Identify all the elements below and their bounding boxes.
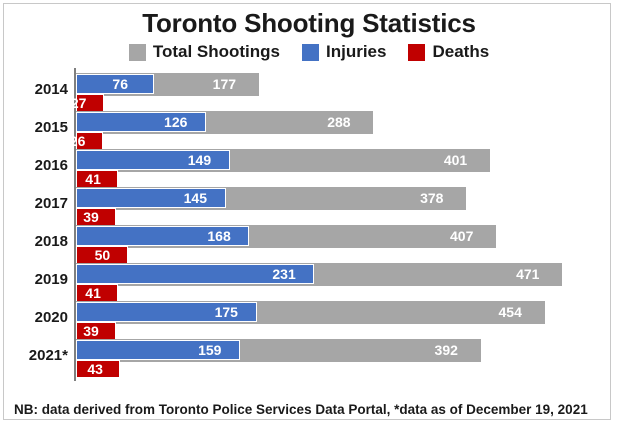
chart-group — [10, 148, 608, 186]
bar-value-injuries: 159 — [198, 342, 222, 358]
bar-value-total: 378 — [420, 190, 444, 206]
bar-value-total: 288 — [327, 114, 351, 130]
bar-value-injuries: 76 — [112, 76, 128, 92]
chart-footnote: NB: data derived from Toronto Police Services Data Portal, *data as of December 19, 2021 — [14, 402, 588, 417]
category-label: 2014 — [34, 81, 68, 98]
bar-value-deaths: 27 — [70, 95, 87, 111]
bar-value-injuries: 145 — [183, 190, 207, 206]
chart-group — [10, 186, 608, 224]
chart-group — [10, 338, 608, 376]
bar-value-deaths: 39 — [83, 209, 99, 225]
bar-value-total: 392 — [434, 342, 458, 358]
category-label: 2021* — [28, 347, 68, 364]
chart-legend — [0, 42, 618, 62]
bar-value-injuries: 126 — [164, 114, 188, 130]
category-label: 2017 — [34, 195, 68, 212]
bar-value-injuries: 175 — [214, 304, 238, 320]
bar-value-total: 454 — [498, 304, 522, 320]
bar-value-deaths: 41 — [85, 171, 101, 187]
bar-value-injuries: 168 — [207, 228, 231, 244]
bar-value-deaths: 41 — [85, 285, 101, 301]
bar-value-injuries: 231 — [272, 266, 296, 282]
legend-label: Injuries — [326, 42, 387, 61]
chart-group — [10, 300, 608, 338]
legend-swatch-icon — [129, 44, 146, 61]
legend-label: Deaths — [432, 42, 490, 61]
chart-group — [10, 224, 608, 262]
category-label: 2016 — [34, 157, 68, 174]
category-label: 2015 — [34, 119, 68, 136]
bar-value-deaths: 39 — [83, 323, 99, 339]
bar-value-total: 401 — [443, 152, 468, 168]
legend-item — [408, 42, 489, 62]
category-label: 2019 — [34, 271, 68, 288]
bar-value-total: 407 — [450, 228, 474, 244]
category-label: 2020 — [34, 309, 68, 326]
chart-group — [10, 110, 608, 148]
legend-item — [302, 42, 386, 62]
chart-title: Toronto Shooting Statistics — [142, 8, 476, 38]
legend-label: Total Shootings — [152, 42, 280, 61]
chart-group — [10, 262, 608, 300]
bar-value-total: 177 — [212, 76, 237, 92]
chart-group — [10, 72, 608, 110]
legend-swatch-icon — [408, 44, 425, 61]
bar-value-total: 471 — [516, 266, 540, 282]
legend-swatch-icon — [302, 44, 319, 61]
bar-value-deaths: 26 — [69, 133, 86, 149]
legend-item — [129, 42, 280, 62]
bar-value-deaths: 50 — [94, 247, 111, 263]
bar-value-injuries: 149 — [187, 152, 212, 168]
bar-value-deaths: 43 — [87, 361, 103, 377]
plot-area — [10, 68, 608, 383]
category-label: 2018 — [34, 233, 68, 250]
